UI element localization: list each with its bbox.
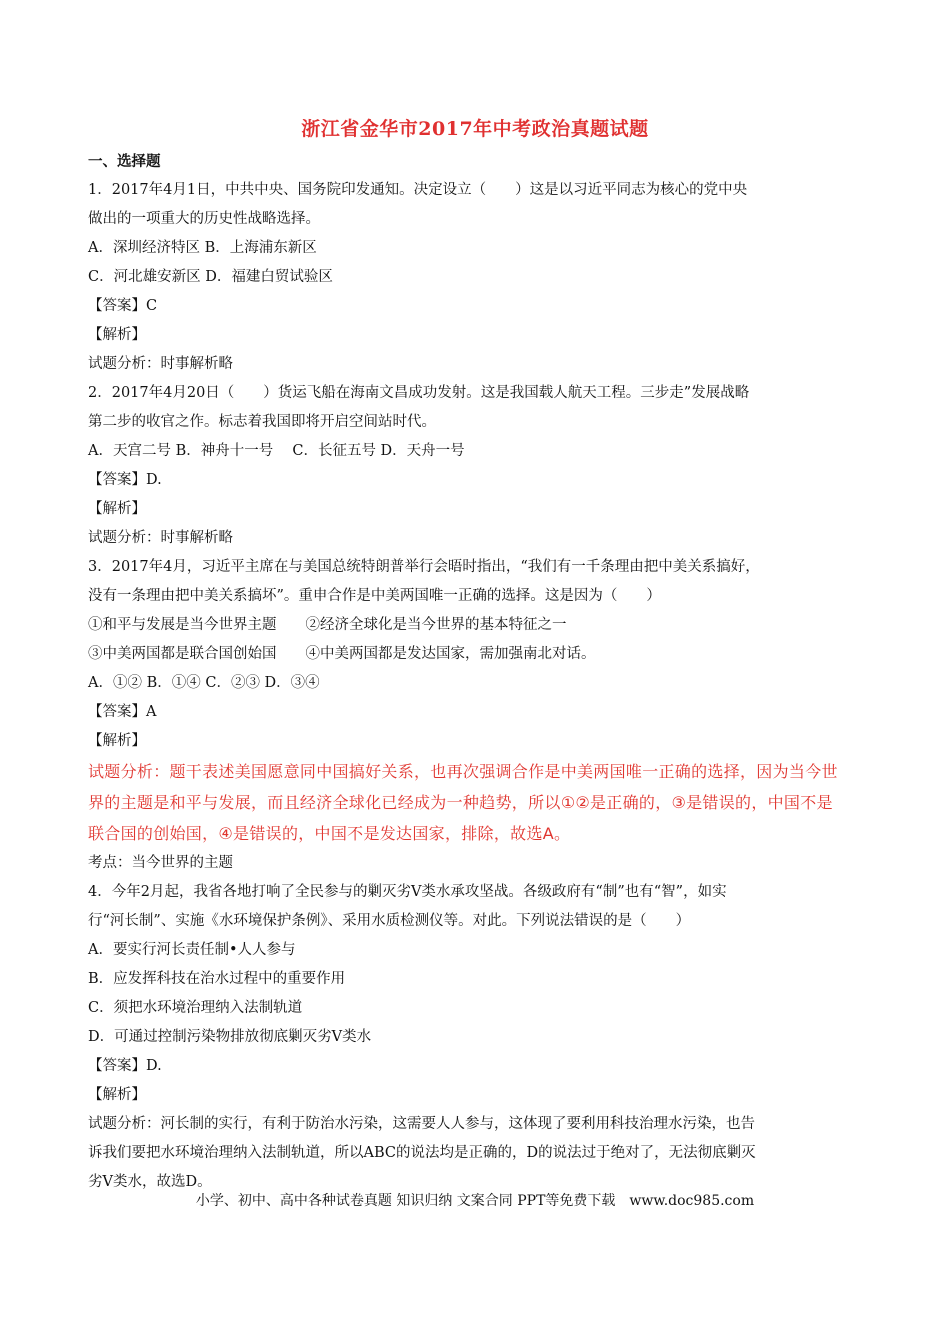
- analysis-highlight-text: 试题分析：题干表述美国愿意同中国搞好关系，也再次强调合作是中美两国唯一正确的选择，因为当今世: [88, 762, 838, 781]
- analysis-text: 诉我们要把水环境治理纳入法制轨道，所以ABC的说法均是正确的，D的说法过于绝对了，无法彻底剿灭: [88, 1145, 756, 1161]
- analysis-highlight-text: 界的主题是和平与发展，而且经济全球化已经成为一种趋势，所以①②是正确的，③是错误的，中国不是: [88, 793, 833, 812]
- question-option: A．深圳经济特区 B．上海浦东新区: [88, 240, 317, 256]
- answer: 【答案】A: [88, 704, 157, 720]
- page-title: 浙江省金华市2017年中考政治真题试题: [301, 118, 649, 140]
- question-4: [88, 878, 868, 1197]
- question-statement: ③中美两国都是联合国创始国 ④中美两国都是发达国家，需加强南北对话。: [88, 646, 596, 662]
- section-heading: 一、选择题: [88, 153, 161, 170]
- question-statement: ①和平与发展是当今世界主题 ②经济全球化是当今世界的基本特征之一: [88, 617, 567, 633]
- question-option: C．须把水环境治理纳入法制轨道: [88, 1000, 303, 1016]
- analysis-text: 试题分析：时事解析略: [88, 530, 233, 546]
- analysis-text: 试题分析：时事解析略: [88, 356, 233, 372]
- question-stem: 做出的一项重大的历史性战略选择。: [88, 211, 320, 227]
- question-2: [88, 379, 868, 553]
- analysis-label: 【解析】: [88, 1087, 146, 1103]
- question-stem: 2．2017年4月20日（ ）货运飞船在海南文昌成功发射。这是我国载人航天工程。三步走”发展战略: [88, 385, 750, 401]
- question-stem: 3．2017年4月，习近平主席在与美国总统特朗普举行会晤时指出，“我们有一千条理由把中美关系搞好，: [88, 559, 760, 575]
- analysis-highlight-text: 联合国的创始国，④是错误的，中国不是发达国家，排除，故选A。: [88, 824, 571, 843]
- question-option: A．①② B．①④ C．②③ D．③④: [88, 675, 320, 691]
- question-option: B．应发挥科技在治水过程中的重要作用: [88, 971, 346, 987]
- answer: 【答案】D.: [88, 472, 162, 488]
- question-option: A．天宫二号 B．神舟十一号 C．长征五号 D．天舟一号: [88, 443, 465, 459]
- answer: 【答案】C: [88, 298, 158, 314]
- question-3: [88, 553, 868, 878]
- question-option: A．要实行河长责任制•人人参与: [88, 942, 296, 958]
- question-option: C．河北雄安新区 D．福建白贸试验区: [88, 269, 333, 285]
- kaodian-text: 考点：当今世界的主题: [88, 855, 233, 871]
- analysis-label: 【解析】: [88, 327, 146, 343]
- question-stem: 行“河长制”、实施《水环境保护条例》、采用水质检测仪等。对此。下列说法错误的是（ ）: [88, 913, 691, 929]
- page-footer: 小学、初中、高中各种试卷真题 知识归纳 文案合同 PPT等免费下载 www.doc985.com: [195, 1193, 755, 1209]
- question-stem: 4．今年2月起，我省各地打响了全民参与的剿灭劣Ⅴ类水承攻坚战。各级政府有“制”也有“智”，如实: [88, 884, 727, 900]
- question-stem: 没有一条理由把中美关系搞坏”。重申合作是中美两国唯一正确的选择。这是因为（ ）: [88, 588, 661, 604]
- analysis-label: 【解析】: [88, 501, 146, 517]
- analysis-label: 【解析】: [88, 733, 146, 749]
- question-1: [88, 176, 868, 379]
- analysis-text: 试题分析：河长制的实行，有利于防治水污染，这需要人人参与，这体现了要利用科技治理水污染，也告: [88, 1116, 755, 1132]
- question-option: D．可通过控制污染物排放彻底剿灭劣Ⅴ类水: [88, 1029, 372, 1045]
- answer: 【答案】D.: [88, 1058, 162, 1074]
- question-stem: 1．2017年4月1日，中共中央、国务院印发通知。决定设立（ ）这是以习近平同志为核心的党中央: [88, 182, 748, 198]
- document-body: [88, 148, 868, 1197]
- question-stem: 第二步的收官之作。标志着我国即将开启空间站时代。: [88, 414, 436, 430]
- analysis-text: 劣Ⅴ类水，故选D。: [88, 1174, 212, 1190]
